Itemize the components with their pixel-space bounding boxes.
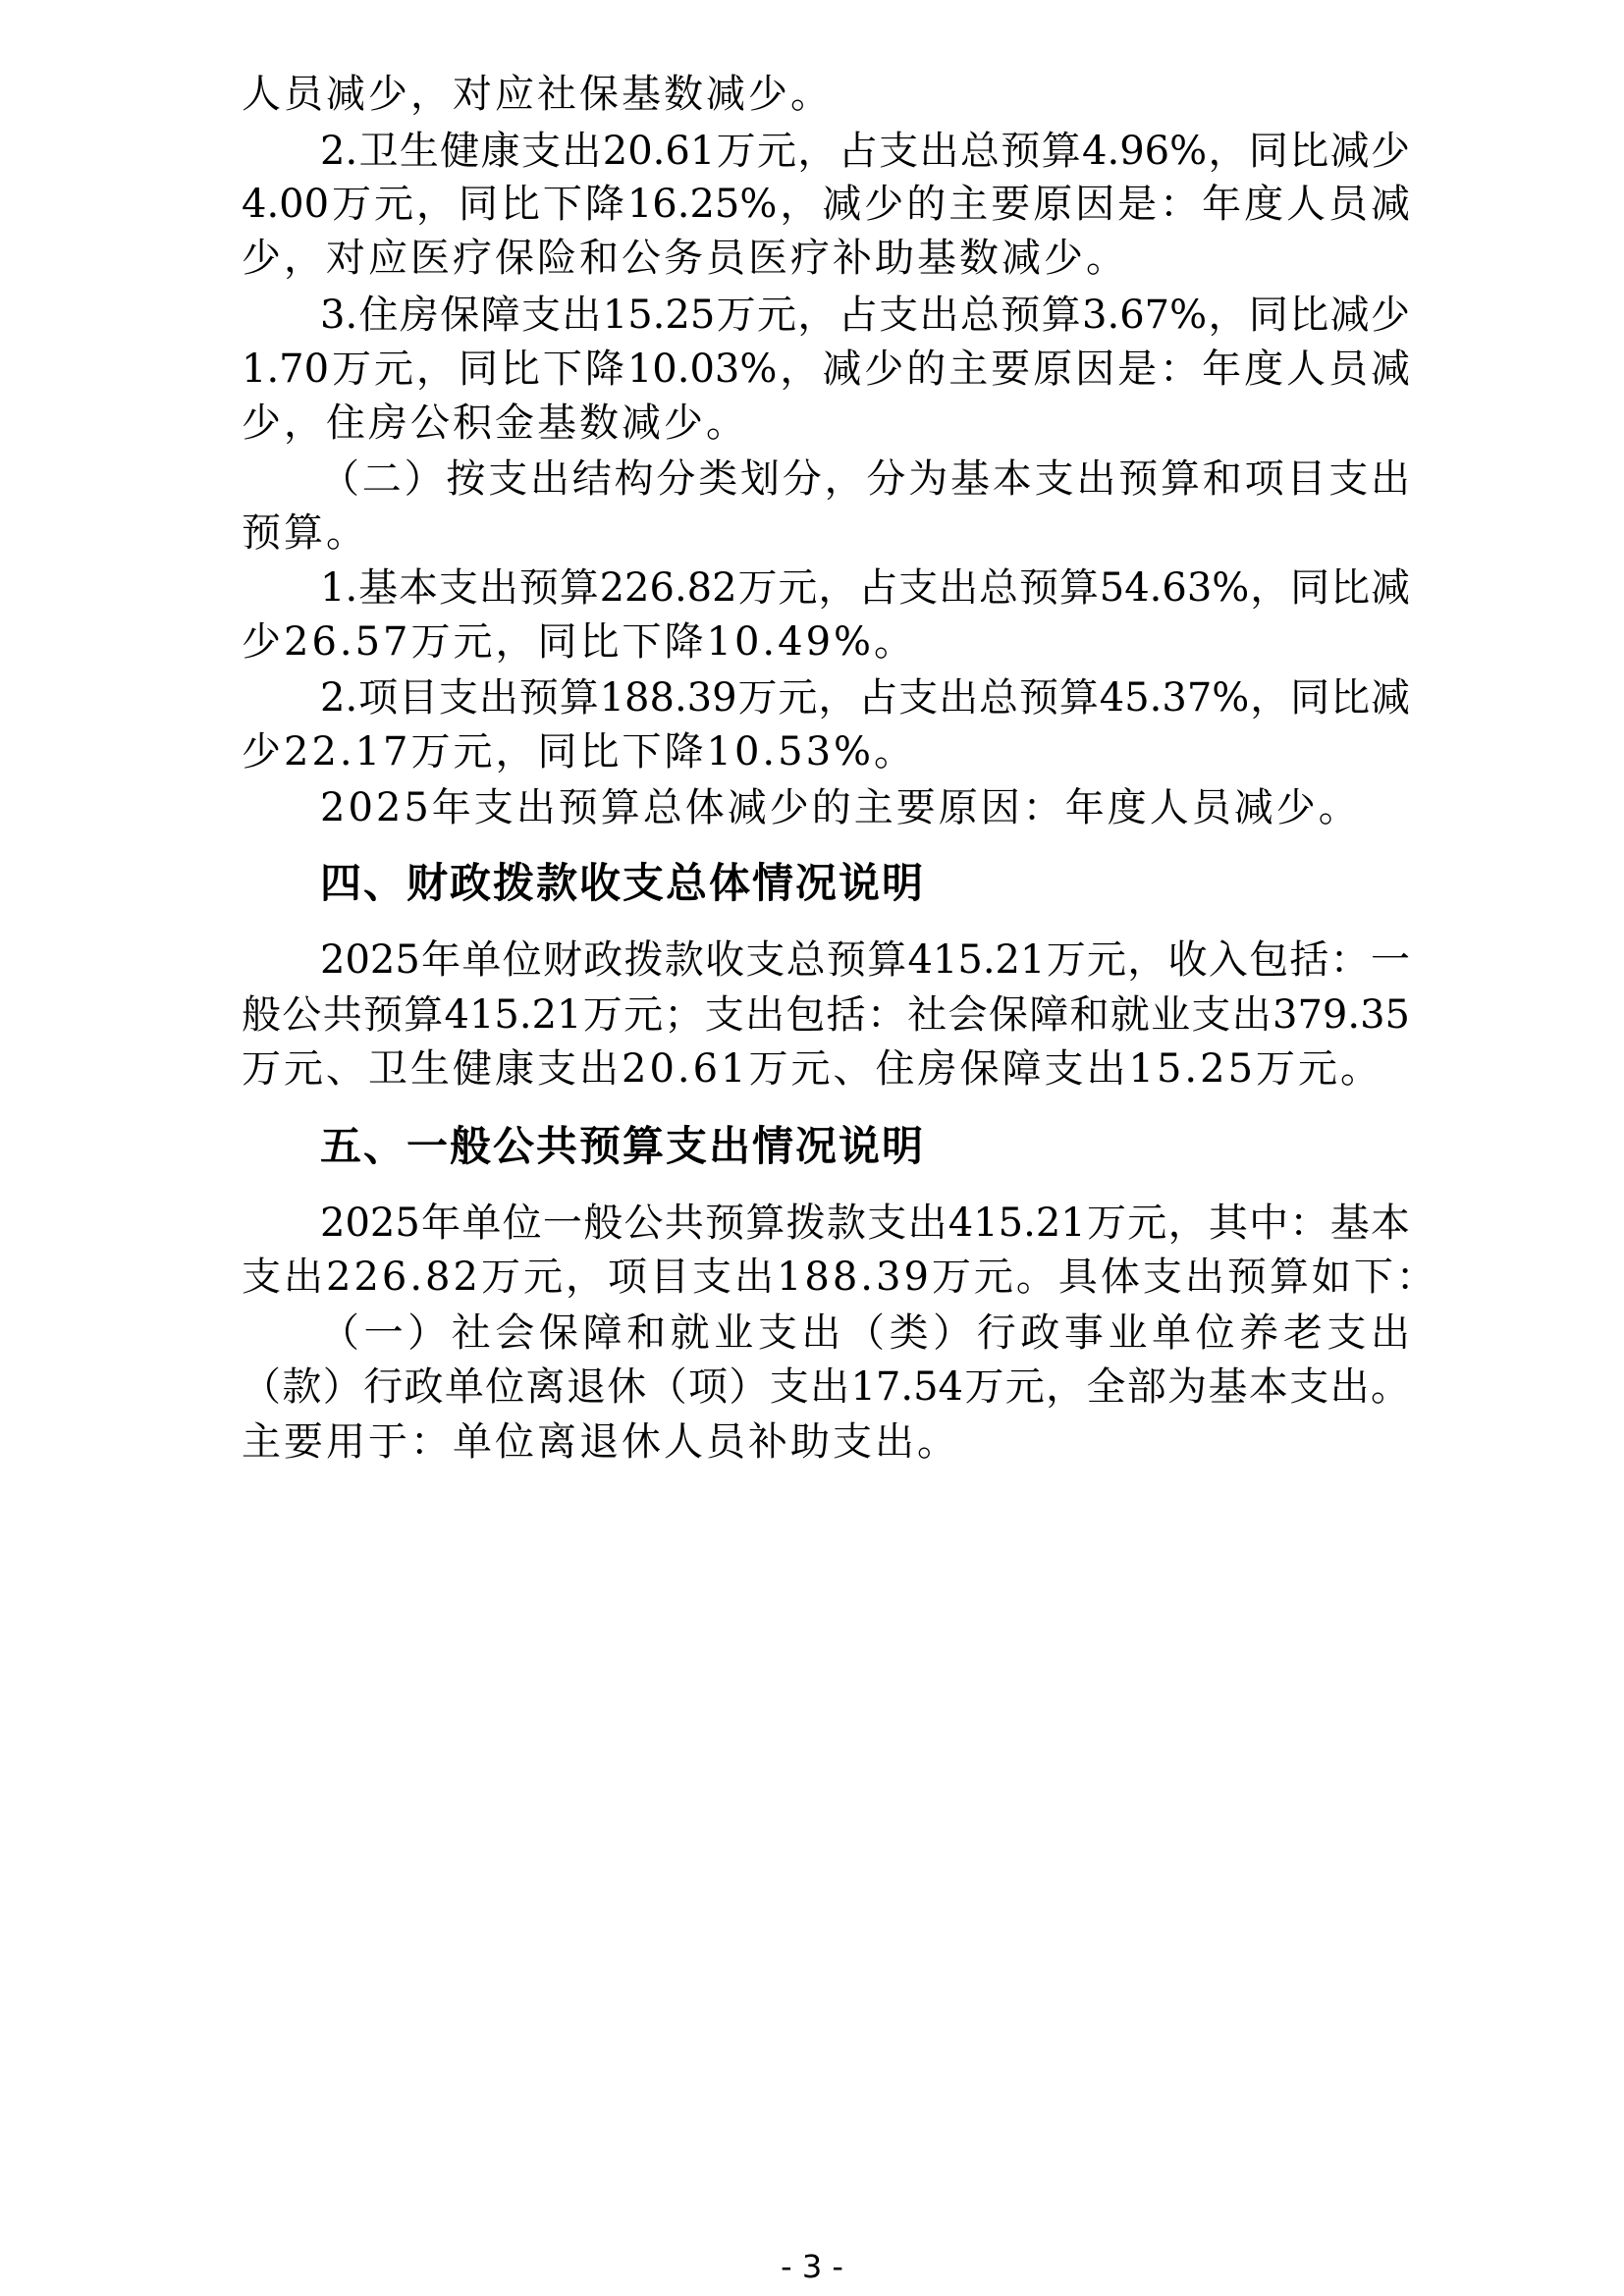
paragraph-line: 少22.17万元，同比下降10.53%。	[242, 729, 917, 774]
page-number: - 3 -	[781, 2248, 843, 2285]
paragraph-line: 预算。	[242, 510, 368, 556]
paragraph-line: 1.70万元，同比下降10.03%，减少的主要原因是：年度人员减	[242, 347, 1410, 392]
paragraph-line: 万元、卫生健康支出20.61万元、住房保障支出15.25万元。	[242, 1046, 1383, 1092]
paragraph-line: 支出226.82万元，项目支出188.39万元。具体支出预算如下：	[242, 1255, 1438, 1300]
paragraph-line: （一）社会保障和就业支出（类）行政事业单位养老支出	[320, 1310, 1410, 1356]
paragraph-line: 2025年单位财政拨款收支总预算415.21万元，收入包括：一	[320, 937, 1410, 983]
paragraph-line: 2.项目支出预算188.39万元，占支出总预算45.37%，同比减	[320, 675, 1410, 721]
paragraph-line: 1.基本支出预算226.82万元，占支出总预算54.63%，同比减	[320, 565, 1410, 611]
paragraph-line: （款）行政单位离退休（项）支出17.54万元，全部为基本支出。	[242, 1364, 1410, 1410]
paragraph-line: 少26.57万元，同比下降10.49%。	[242, 619, 917, 665]
paragraph-line: （二）按支出结构分类划分，分为基本支出预算和项目支出	[320, 456, 1410, 502]
paragraph-line: 4.00万元，同比下降16.25%，减少的主要原因是：年度人员减	[242, 182, 1410, 227]
paragraph-line: 少，对应医疗保险和公务员医疗补助基数减少。	[242, 236, 1128, 281]
paragraph-line: 2025年支出预算总体减少的主要原因：年度人员减少。	[320, 785, 1361, 830]
paragraph-line: 2.卫生健康支出20.61万元，占支出总预算4.96%，同比减少	[320, 129, 1410, 174]
section-heading: 四、财政拨款收支总体情况说明	[320, 859, 926, 907]
section-heading: 五、一般公共预算支出情况说明	[320, 1122, 926, 1170]
paragraph-line: 3.住房保障支出15.25万元，占支出总预算3.67%，同比减少	[320, 293, 1410, 338]
paragraph-line: 般公共预算415.21万元；支出包括：社会保障和就业支出379.35	[242, 992, 1410, 1038]
paragraph-line: 少，住房公积金基数减少。	[242, 400, 748, 446]
paragraph-line: 2025年单位一般公共预算拨款支出415.21万元，其中：基本	[320, 1201, 1410, 1246]
paragraph-line: 人员减少，对应社保基数减少。	[242, 72, 833, 117]
paragraph-line: 主要用于：单位离退休人员补助支出。	[242, 1419, 959, 1465]
